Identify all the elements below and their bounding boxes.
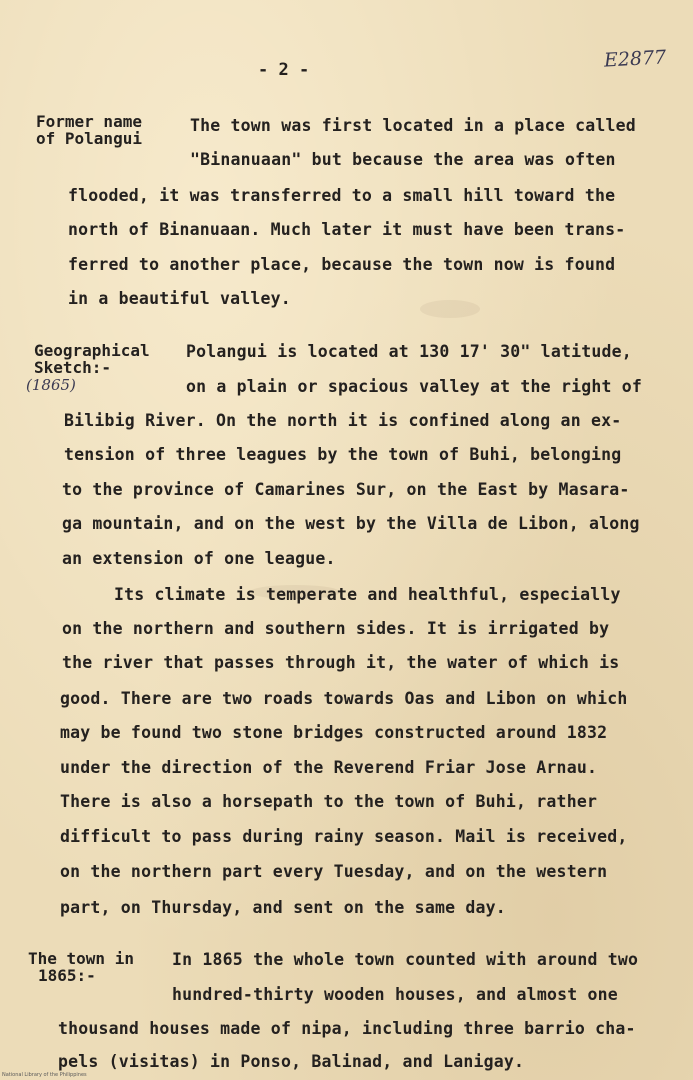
geographical-label-line-2: Sketch:- <box>34 358 112 377</box>
former-name-line-5: ferred to another place, because the town now is found <box>68 255 616 274</box>
town-1865-line-1: In 1865 the whole town counted with around two <box>172 950 639 969</box>
former-name-line-1: The town was first located in a place called <box>190 116 636 135</box>
town-1865-line-4: pels (visitas) in Ponso, Balinad, and Lanigay. <box>58 1052 525 1071</box>
accession-number: E2877 <box>603 46 667 72</box>
geo-p2-line-2: on the northern and southern sides. It is irrigated by <box>62 619 610 638</box>
former-name-line-3: flooded, it was transferred to a small hill toward the <box>68 186 616 205</box>
geo-line-2: on a plain or spacious valley at the right of <box>186 377 643 396</box>
paper-stain <box>420 300 480 318</box>
geo-line-3: Bilibig River. On the north it is confined along an ex- <box>64 411 622 430</box>
geo-p2-line-5: may be found two stone bridges constructed around 1832 <box>60 723 608 742</box>
geo-p2-line-1: Its climate is temperate and healthful, especially <box>114 585 621 604</box>
geo-p2-line-7: There is also a horsepath to the town of Buhi, rather <box>60 792 598 811</box>
geo-p2-line-3: the river that passes through it, the water of which is <box>62 653 620 672</box>
town-1865-label-line-2: 1865:- <box>38 966 96 985</box>
geographical-label-line-1: Geographical <box>34 341 150 360</box>
geo-p2-line-9: on the northern part every Tuesday, and on the western <box>60 862 608 881</box>
former-name-line-2: "Binanuaan" but because the area was often <box>190 150 616 169</box>
geo-line-5: to the province of Camarines Sur, on the East by Masara- <box>62 480 630 499</box>
geo-p2-line-8: difficult to pass during rainy season. Mail is received, <box>60 827 628 846</box>
handwritten-year-note: (1865) <box>26 376 76 394</box>
former-name-line-6: in a beautiful valley. <box>68 289 291 308</box>
former-name-label-line-2: of Polangui <box>36 129 142 148</box>
geo-p2-line-4: good. There are two roads towards Oas and Libon on which <box>60 689 628 708</box>
page-number: - 2 - <box>258 60 310 80</box>
geo-line-7: an extension of one league. <box>62 549 336 568</box>
archive-footer: National Library of the Philippines <box>2 1072 87 1078</box>
geo-line-4: tension of three leagues by the town of Buhi, belonging <box>64 445 622 464</box>
former-name-line-4: north of Binanuaan. Much later it must have been trans- <box>68 220 626 239</box>
town-1865-line-3: thousand houses made of nipa, including three barrio cha- <box>58 1019 636 1038</box>
town-1865-label-line-1: The town in <box>28 949 134 968</box>
geo-line-6: ga mountain, and on the west by the Villa de Libon, along <box>62 514 640 533</box>
former-name-label-line-1: Former name <box>36 112 142 131</box>
geo-p2-line-10: part, on Thursday, and sent on the same day. <box>60 898 506 917</box>
geo-line-1: Polangui is located at 130 17' 30" latitude, <box>186 342 632 361</box>
geo-p2-line-6: under the direction of the Reverend Friar Jose Arnau. <box>60 758 598 777</box>
town-1865-line-2: hundred-thirty wooden houses, and almost one <box>172 985 618 1004</box>
